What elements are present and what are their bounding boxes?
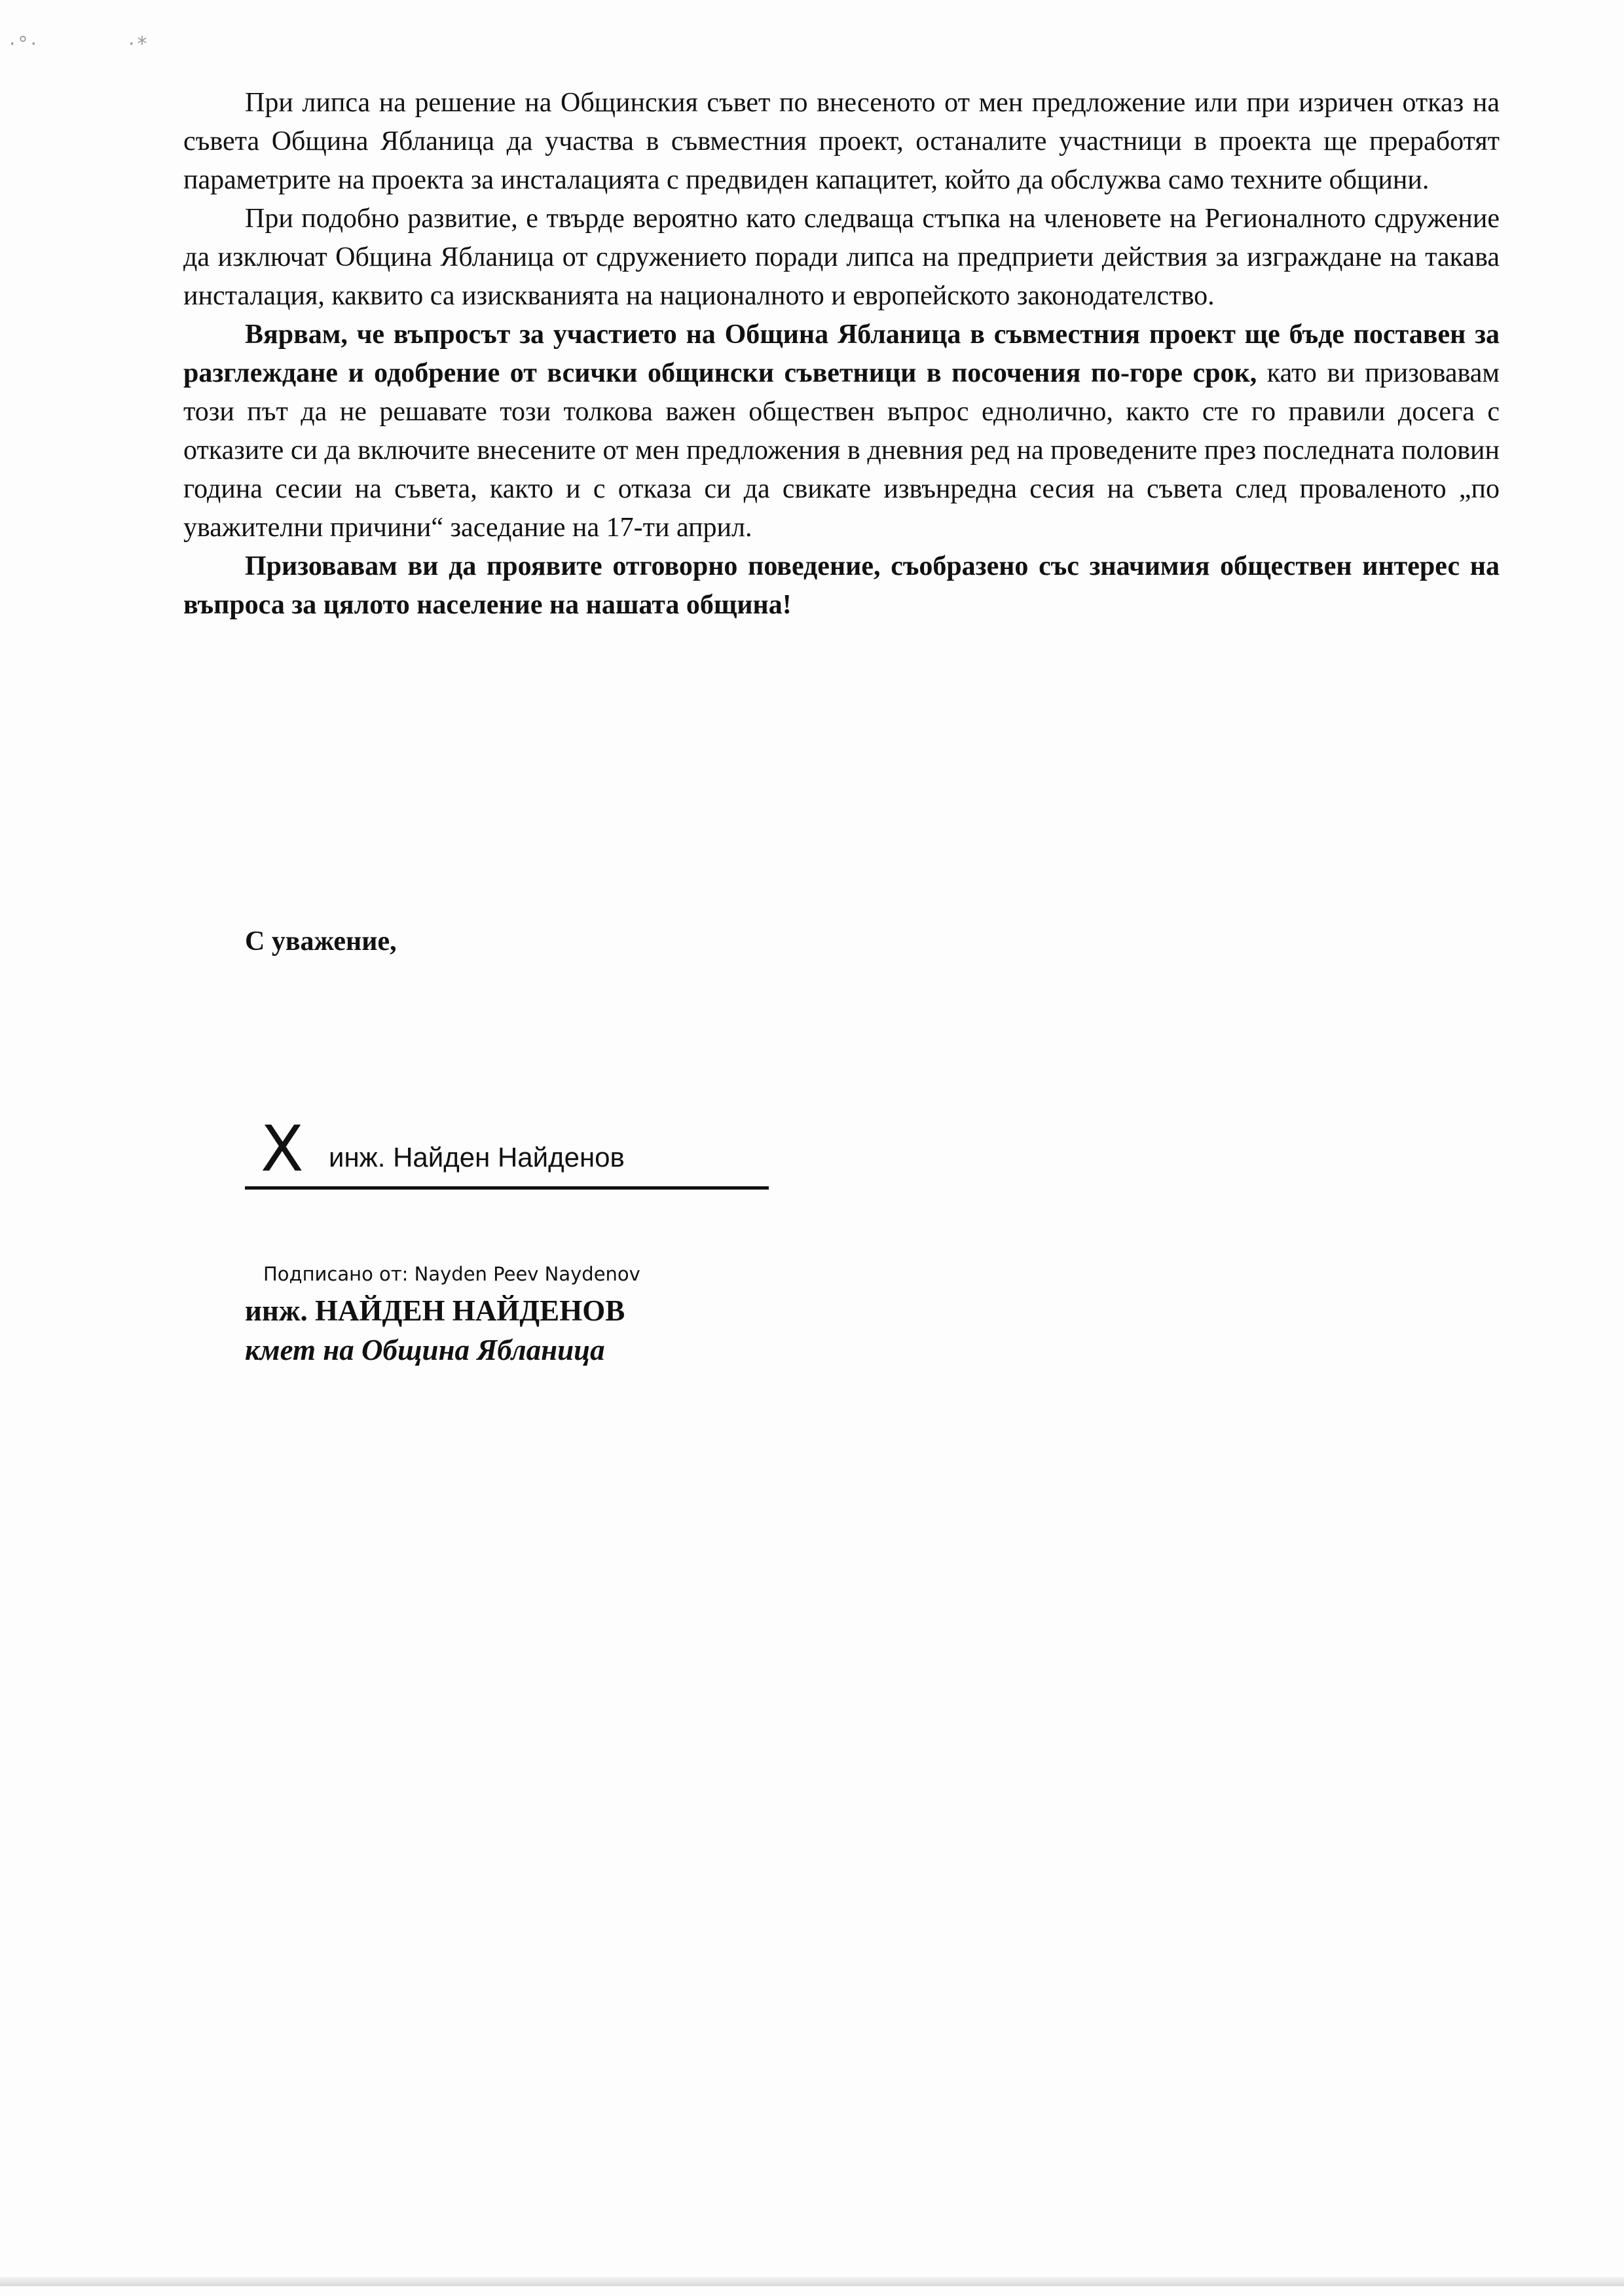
paragraph-4 xyxy=(183,547,1500,625)
paragraph-1 xyxy=(183,84,1500,200)
signature-block xyxy=(245,1113,769,1192)
scan-artifact: ·* xyxy=(128,33,150,56)
signature-name: инж. Найден Найденов xyxy=(329,1142,625,1173)
scan-artifact: ·°· xyxy=(9,33,40,56)
paragraph-4-emphasis: Призовавам ви да проявите отговорно поведение, съобразено със значимия обществен интерес на въпроса за цялото население на нашата община! xyxy=(183,551,1500,620)
paragraph-1-text: При липса на решение на Общинския съвет по внесеното от мен предложение или при изричен отказ на съвета Община Ябланица да участва в съвместния проект, останалите участници в проекта ще преработят параметрите на проекта за инсталацията с предвиден капацитет, който да обслужва само техните общини. xyxy=(183,88,1500,195)
paragraph-3-text: като ви призовавам този път да не решавате този толкова важен обществен въпрос еднолично, както сте го правили досега с отказите си да включите внесените от мен предложения в дневния ред на проведените през последната половин година сесии на съвета, както и с отказа си да свикате извънредна сесия на съвета след проваленото „по уважителни причини“ заседание на 17-ти април. xyxy=(183,358,1500,543)
closing-salutation: С уважение, xyxy=(245,926,397,957)
scan-edge-shadow xyxy=(0,2277,1624,2286)
paragraph-3 xyxy=(183,316,1500,547)
signature-rule xyxy=(245,1186,769,1190)
paragraph-2-text: При подобно развитие, е твърде вероятно като следваща стъпка на членовете на Регионалното сдружение да изключат Община Ябланица от сдружението поради липса на предприети действия за изграждане на такава инсталация, каквито са изискванията на националното и европейското законодателство. xyxy=(183,204,1500,311)
paragraph-3-emphasis: Вярвам, че въпросът за участието на Община Ябланица в съвместния проект ще бъде поставен за разглеждане и одобрение от всички общински съветници в посочения по-горе срок, xyxy=(183,319,1500,388)
signed-by-label: Подписано от: Nayden Peev Naydenov xyxy=(263,1263,640,1285)
signer-title: кмет на Община Ябланица xyxy=(245,1334,605,1366)
paragraph-2 xyxy=(183,200,1500,316)
signer-name: инж. НАЙДЕН НАЙДЕНОВ xyxy=(245,1294,625,1327)
signature-mark: X xyxy=(261,1112,304,1186)
letter-body xyxy=(183,84,1500,625)
